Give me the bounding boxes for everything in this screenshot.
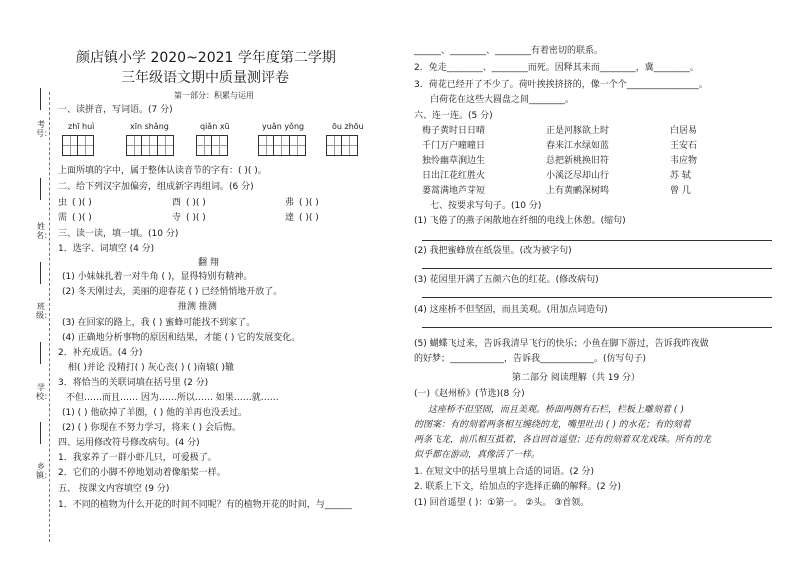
part2-heading: 第二部分 阅读理解（共 19 分） <box>512 373 641 383</box>
answer-line[interactable] <box>422 268 772 269</box>
sidebar-write-line <box>40 342 41 364</box>
faulty-sentence-1: 1．我家养了一群小虾几只，可爱极了。 <box>58 453 217 463</box>
radical-blank[interactable]: ( )( ) <box>72 213 92 223</box>
fill-sentence-4: (4) 正确地分析事物的原因和结果，才能 ( ) 它的发展变化。 <box>62 333 301 343</box>
question-2-heading: 二、给下列汉字加偏旁，组成新字再组词。(6 分) <box>58 182 254 192</box>
rewrite-5b: 的好梦；____________，告诉我____________。(仿写句子) <box>414 354 647 364</box>
radical-char: 弗 <box>285 198 295 208</box>
match-author-1[interactable]: 白居易 <box>670 126 698 136</box>
radical-blank[interactable]: ( )( ) <box>186 213 206 223</box>
radical-char: 酉 <box>172 198 182 208</box>
question-3-2: 2．补充成语。(4 分) <box>58 348 143 358</box>
sidebar-write-line <box>40 178 41 200</box>
match-left-1[interactable]: 梅子黄时日日晴 <box>422 126 486 136</box>
match-mid-2[interactable]: 春来江水绿如蓝 <box>546 141 610 151</box>
reading-question-2: 2. 联系上下文，给加点的字选择正确的解释。(2 分) <box>414 482 622 492</box>
match-author-2[interactable]: 王安石 <box>670 141 698 151</box>
sidebar-label-school: 学校： <box>36 383 52 401</box>
rewrite-2: (2) 我把蜜蜂放在纸袋里。(改为被字句) <box>414 246 572 256</box>
pinyin-5: ōu zhōu <box>332 122 364 131</box>
question-5-1: 1．不同的植物为什么开花的时间不同呢？有的植物开花的时间，与______ <box>58 500 352 510</box>
sidebar-label-class: 班级： <box>36 302 52 320</box>
fill-sentence-2: (2) 冬天刚过去，美丽的迎春花 ( ) 已经悄悄地开放了。 <box>62 287 283 297</box>
syllable-question: 上面所填的字中，属于整体认读音节的字有：( )( )。 <box>58 166 267 176</box>
radical-blank[interactable]: ( )( ) <box>299 198 319 208</box>
writing-grid-4[interactable] <box>258 135 306 158</box>
question-7-heading: 七、按要求写句子。(10 分) <box>430 201 542 211</box>
question-3-1: 1．选字、词填空 (4 分) <box>58 244 155 254</box>
pinyin-2: xīn shǎng <box>130 122 169 131</box>
answer-line[interactable] <box>422 327 772 328</box>
recite-2: 2．免走________、________而死。因释其耒而________，冀________。 <box>414 63 699 73</box>
conjunction-sentence-1: (1) ( ) 他砍掉了羊圈，( ) 他的羊再也没丢过。 <box>62 408 248 418</box>
question-4-heading: 四、运用修改符号修改病句。(4 分) <box>58 438 200 448</box>
sidebar-write-line <box>40 422 41 444</box>
word-pair-2: 推测 推测 <box>178 302 217 312</box>
answer-line[interactable] <box>422 297 772 298</box>
question-1-heading: 一、读拼音，写词语。(7 分) <box>58 105 173 115</box>
passage-line-2: 的图案：有的刻着两条相互缠绕的龙，嘴里吐出 ( ) 的水花；有的刻着 <box>414 420 691 430</box>
faulty-sentence-2: 2．它们的小脚不停地划动着像船桨一样。 <box>58 468 226 478</box>
match-mid-4[interactable]: 小溪泛尽却山行 <box>546 171 610 181</box>
question-3-heading: 三、读一读，填一填。(10 分) <box>58 229 179 239</box>
reading-title: (一)《赵州桥》(节选)(8 分) <box>414 389 525 399</box>
rewrite-1: (1) 飞倦了的燕子闲散地在纤细的电线上休憩。(缩句) <box>414 216 626 226</box>
radical-char: 達 <box>285 213 295 223</box>
idiom-blanks: 相( )并论 没精打( ) 灰心丧( ) ( )南辕( )辙 <box>68 363 234 373</box>
word-pair-1: 翻 翔 <box>198 258 219 268</box>
question-5-heading: 五、 按课文内容填空 (9 分) <box>58 484 170 494</box>
match-mid-3[interactable]: 总把新桃换旧符 <box>546 156 610 166</box>
rewrite-3: (3) 花园里开满了五颜六色的红花。(修改病句) <box>414 275 599 285</box>
question-3-3: 3．将恰当的关联词填在括号里 (2 分) <box>58 378 209 388</box>
sidebar-write-line <box>40 88 41 110</box>
recite-3: 3．荷花已经开了不少了。荷叶挨挨挤挤的，像一个个________________。 <box>414 80 708 90</box>
radical-char: 虫 <box>58 198 68 208</box>
fill-line-continued: ______、________、________有着密切的联系。 <box>414 46 604 56</box>
match-author-5[interactable]: 曾 几 <box>670 186 691 196</box>
match-left-4[interactable]: 日出江花红胜火 <box>422 171 486 181</box>
reading-question-1: 1. 在短文中的括号里填上合适的词语。(2 分) <box>414 467 595 477</box>
pinyin-3: qiǎn xū <box>200 122 230 131</box>
writing-grid-5[interactable] <box>326 135 358 158</box>
pinyin-4: yuǎn yǒng <box>262 122 305 131</box>
radical-char: 需 <box>58 213 68 223</box>
match-mid-5[interactable]: 上有黄鹂深树鸣 <box>546 186 610 196</box>
sidebar-label-town: 乡镇： <box>36 462 52 480</box>
radical-blank[interactable]: ( )( ) <box>186 198 206 208</box>
conjunction-options: 不但……而且…… 因为……所以…… 如果……就…… <box>66 393 279 403</box>
recite-3b: 白荷花在这些大圆盘之间________。 <box>430 95 575 105</box>
reading-question-2-1: (1) 回首遥望 ( )：①第一。 ②头。 ③首领。 <box>414 498 590 508</box>
rewrite-5: (5) 蝴蝶飞过来，告诉我清早飞行的快乐；小鱼在脚下游过，告诉我昨夜做 <box>414 339 709 349</box>
fill-sentence-3: (3) 在回家的路上，我 ( ) 蜜蜂可能找不到家了。 <box>62 318 256 328</box>
writing-grid-1[interactable] <box>62 135 94 158</box>
passage-line-4: 似乎都在游动，真像活了一样。 <box>414 450 541 460</box>
passage-line-1: 这座桥不但坚固，而且美观。桥面两侧有石栏，栏板上雕刻着 ( ) <box>428 405 684 415</box>
radical-blank[interactable]: ( )( ) <box>72 198 92 208</box>
match-author-4[interactable]: 苏 轼 <box>670 171 691 181</box>
exam-title-line2: 三年级语文期中质量测评卷 <box>121 70 289 86</box>
sidebar-label-exam-number: 考号： <box>36 120 52 138</box>
passage-line-3: 两条飞龙，前爪相互抵着，各自回首遥望；还有的刻着双龙戏珠。所有的龙 <box>414 435 712 445</box>
match-left-5[interactable]: 蒌蒿满地芦芽短 <box>422 186 486 196</box>
sidebar-label-name: 姓名： <box>36 222 52 240</box>
conjunction-sentence-2: (2) ( ) 你现在不努力学习，将来 ( ) 会后悔。 <box>62 423 241 433</box>
match-left-2[interactable]: 千门万户曈曈日 <box>422 141 486 151</box>
writing-grid-2[interactable] <box>126 135 174 158</box>
sidebar-write-line <box>40 262 41 284</box>
match-left-3[interactable]: 独怜幽草涧边生 <box>422 156 486 166</box>
part1-heading: 第一部分：积累与运用 <box>174 91 254 100</box>
question-6-heading: 六、连一连。(5 分) <box>414 111 493 121</box>
match-mid-1[interactable]: 正是河豚欲上时 <box>546 126 610 136</box>
fill-sentence-1: (1) 小妹妹扎着一对牛角 ( )，显得特别有精神。 <box>62 272 253 282</box>
rewrite-4: (4) 这座桥不但坚固，而且美观。(用加点词造句) <box>414 305 608 315</box>
match-author-3[interactable]: 韦应物 <box>670 156 698 166</box>
answer-line[interactable] <box>422 240 772 241</box>
writing-grid-3[interactable] <box>196 135 228 158</box>
pinyin-1: zhī huì <box>68 122 95 131</box>
radical-blank[interactable]: ( )( ) <box>299 213 319 223</box>
radical-char: 寺 <box>172 213 182 223</box>
exam-title-line1: 颜店镇小学 2020~2021 学年度第二学期 <box>76 50 336 66</box>
